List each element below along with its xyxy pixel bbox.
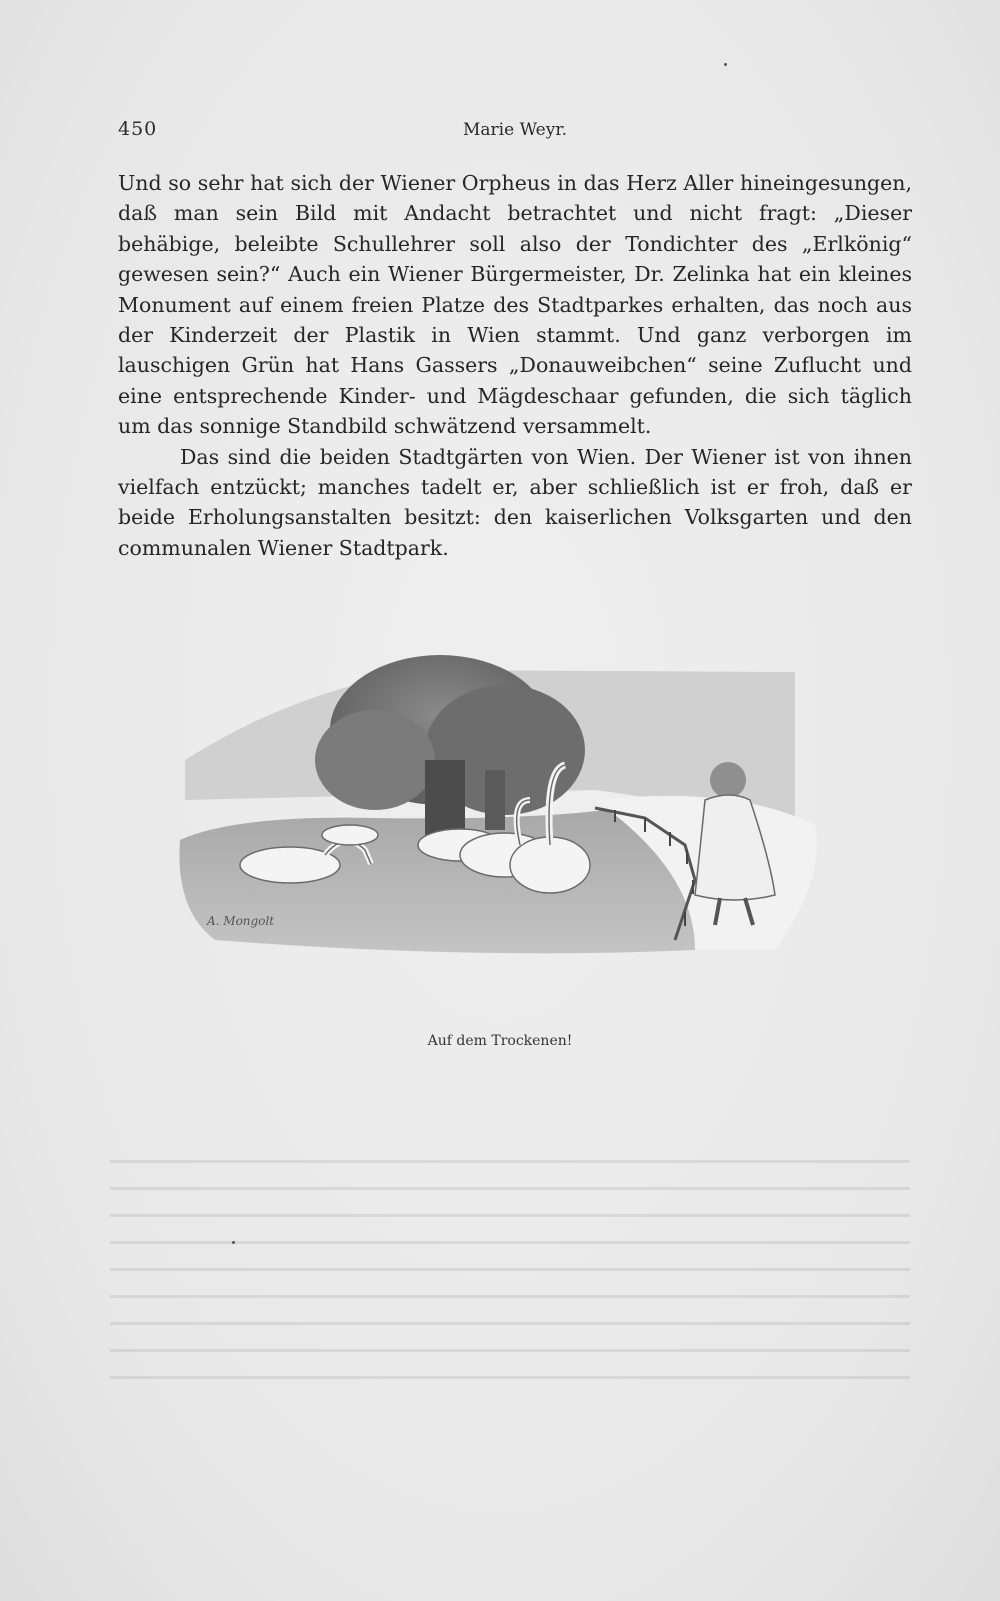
paper-speck [232, 1241, 235, 1244]
show-through-text [110, 1160, 910, 1460]
paper-speck [724, 63, 727, 66]
artist-signature: A. Mongolt [207, 914, 275, 928]
illustration-swans-and-child [175, 650, 865, 980]
figure-caption: Auf dem Trockenen! [427, 1033, 573, 1049]
running-title: Marie Weyr. [463, 120, 567, 140]
paragraph: Und so sehr hat sich der Wiener Orpheus in das Herz Aller hineingesungen, daß man sein Bild mit Andacht betrachtet und nicht fragt: „Dieser behäbige, beleibte Schullehrer soll also der Tondichter des „Erlkönig“ gewesen sein?“ Auch ein Wiener Bürgermeister, Dr. Zelinka hat ein kleines Monument auf einem freien Platze des Stadtparkes erhalten, das noch aus der Kinderzeit der Plastik in Wien stammt. Und ganz verborgen im lauschigen Grün hat Hans Gassers „Donauweibchen“ seine Zuflucht und eine entsprechende Kinder- und Mägdeschaar gefunden, die sich täglich um das sonnige Standbild schwätzend versammelt. [118, 171, 912, 439]
paragraph: Das sind die beiden Stadtgärten von Wien. Der Wiener ist von ihnen vielfach entzückt; manches tadelt er, aber schließlich ist er froh, daß er beide Erholungsanstalten besitzt: den kaiserlichen Volksgarten und den communalen Wiener Stadtpark. [118, 444, 912, 560]
page-header [118, 118, 912, 148]
body-text [118, 168, 912, 563]
page-number: 450 [118, 118, 158, 140]
